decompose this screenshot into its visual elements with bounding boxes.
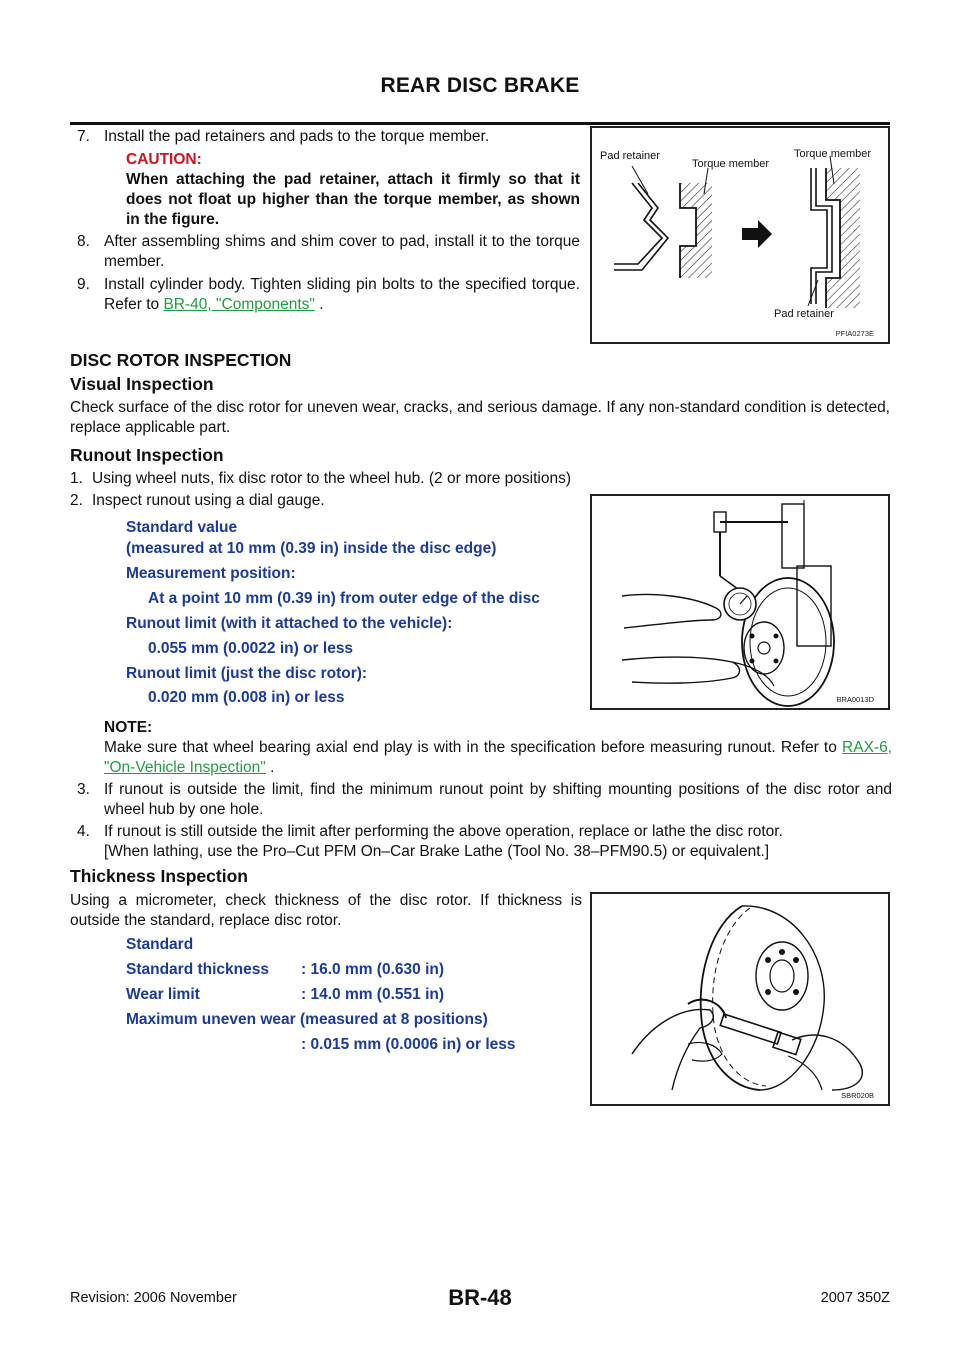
header-rule [70, 122, 890, 125]
step-9-suffix: . [314, 296, 324, 313]
runout-step-2-text: Inspect runout using a dial gauge. [92, 492, 325, 509]
step-7-number: 7. [77, 128, 90, 145]
components-link[interactable]: BR-40, "Components" [163, 296, 315, 313]
runout-step-4-lathe-note: [When lathing, use the Pro–Cut PFM On–Car Brake Lathe (Tool No. 38–PFM90.5) or equivalent.] [104, 843, 770, 860]
figure-code: SBR020B [841, 1091, 874, 1100]
max-uneven-wear-value: : 0.015 mm (0.0006 in) or less [301, 1036, 516, 1053]
standard-thickness-label: Standard thickness [126, 961, 269, 978]
visual-inspection-heading: Visual Inspection [70, 374, 214, 394]
runout-limit-vehicle-value: 0.055 mm (0.0022 in) or less [148, 640, 354, 657]
runout-limit-rotor-value: 0.020 mm (0.008 in) or less [148, 689, 345, 706]
runout-step-2-number: 2. [70, 492, 83, 509]
label-torque-member-mid: Torque member [692, 158, 770, 170]
caution-text: When attaching the pad retainer, attach it firmly so that it does not float up higher than the torque member, as shown in the figure. [126, 171, 580, 228]
label-torque-member-right: Torque member [794, 148, 872, 160]
thickness-standard-label: Standard [126, 936, 194, 953]
step-8-number: 8. [77, 233, 90, 250]
runout-step-1-number: 1. [70, 470, 83, 487]
standard-value-label: Standard value [126, 519, 238, 536]
note-body: Make sure that wheel bearing axial end play is with in the specification before measuring runout. Refer to [104, 739, 837, 756]
thickness-inspection-heading: Thickness Inspection [70, 866, 248, 886]
step-9-body: Install cylinder body. Tighten sliding pin bolts to the specified torque. Refer to [104, 276, 580, 313]
visual-inspection-text: Check surface of the disc rotor for uneven wear, cracks, and serious damage. If any non-standard condition is detected, replace applicable part. [70, 399, 890, 436]
note-text [104, 738, 892, 778]
wear-limit-value: : 14.0 mm (0.551 in) [301, 986, 445, 1003]
runout-limit-rotor-label: Runout limit (just the disc rotor): [126, 665, 368, 682]
micrometer-illustration [592, 894, 888, 1104]
runout-limit-vehicle-label: Runout limit (with it attached to the vehicle): [126, 615, 453, 632]
runout-step-3-text: If runout is outside the limit, find the minimum runout point by shifting mounting positions of the disc rotor and wheel hub by one hole. [104, 781, 892, 818]
runout-step-3-number: 3. [77, 781, 90, 798]
caution-label: CAUTION: [126, 151, 202, 168]
page-number: BR-48 [448, 1285, 512, 1310]
runout-step-4-text: If runout is still outside the limit after performing the above operation, replace or lathe the disc rotor. [104, 823, 783, 840]
footer-revision: Revision: 2006 November [70, 1290, 237, 1306]
step-9-number: 9. [77, 276, 90, 293]
measurement-position-label: Measurement position: [126, 565, 296, 582]
figure-code: BRA0013D [836, 695, 874, 704]
footer-model: 2007 350Z [820, 1290, 890, 1306]
micrometer-figure [590, 892, 890, 1106]
runout-step-1-text: Using wheel nuts, fix disc rotor to the wheel hub. (2 or more positions) [92, 470, 572, 487]
standard-thickness-value: : 16.0 mm (0.630 in) [301, 961, 445, 978]
step-7-text: Install the pad retainers and pads to the torque member. [104, 128, 490, 145]
runout-step-4-number: 4. [77, 823, 90, 840]
on-vehicle-inspection-link[interactable]: RAX-6, "On-Vehicle Inspection" [104, 739, 892, 776]
dial-gauge-illustration [592, 496, 888, 708]
runout-inspection-heading: Runout Inspection [70, 445, 224, 465]
note-label: NOTE: [104, 719, 153, 736]
thickness-inspection-text: Using a micrometer, check thickness of the disc rotor. If thickness is outside the standard, replace disc rotor. [70, 892, 582, 929]
dial-gauge-figure [590, 494, 890, 710]
step-8-text: After assembling shims and shim cover to pad, install it to the torque member. [104, 233, 580, 270]
step-9-text [104, 275, 580, 315]
figure-code: PFIA0273E [835, 329, 874, 338]
page-title: REAR DISC BRAKE [380, 74, 580, 97]
label-pad-retainer-bottom: Pad retainer [774, 308, 834, 320]
note-suffix: . [265, 759, 275, 776]
measured-note: (measured at 10 mm (0.39 in) inside the disc edge) [126, 540, 497, 557]
pad-retainer-figure [590, 126, 890, 344]
wear-limit-label: Wear limit [126, 986, 200, 1003]
section-title: DISC ROTOR INSPECTION [70, 350, 292, 370]
max-uneven-wear-label: Maximum uneven wear (measured at 8 positions) [126, 1011, 488, 1028]
measurement-position-value: At a point 10 mm (0.39 in) from outer edge of the disc [148, 590, 540, 607]
label-pad-retainer-left: Pad retainer [600, 150, 660, 162]
